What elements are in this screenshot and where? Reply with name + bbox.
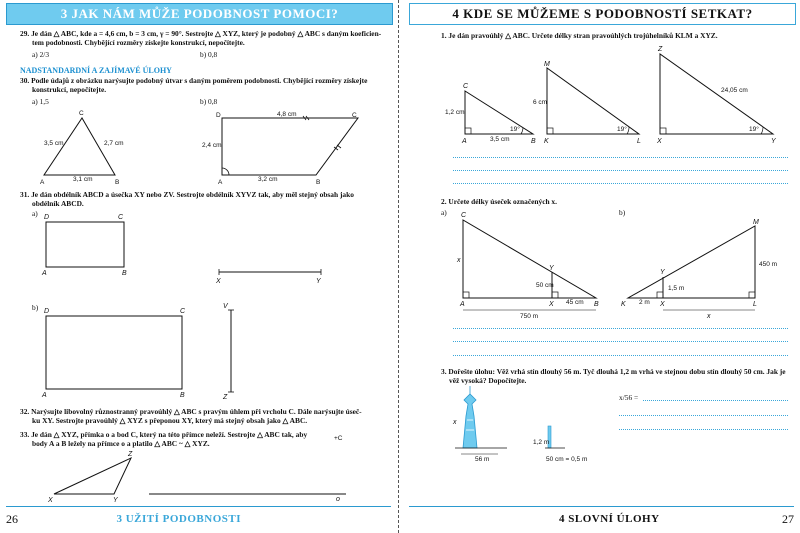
answer-line [453, 355, 788, 356]
q29-text-line1: 29. Je dán △ ABC, kde a = 4,6 cm, b = 3 cm, γ = 90°. Sestrojte △ XYZ, který je podobný △ ABC s daným koeficien- [20, 29, 382, 38]
svg-text:Y: Y [549, 265, 554, 272]
left-page [0, 0, 397, 533]
right-footer-rule [409, 506, 794, 507]
q30-tri-label-A: A [40, 179, 45, 186]
svg-text:C: C [461, 212, 467, 219]
q30-option-a: a) 1,5 [32, 97, 49, 106]
q30-trap-label-B: B [316, 179, 321, 186]
svg-text:19°: 19° [749, 126, 759, 133]
q30-trap-bottom: 3,2 cm [258, 176, 278, 183]
tower-icon [463, 386, 477, 448]
q30-text-line1: 30. Podle údajů z obrázku narýsujte podobný útvar s daným poměrem podobnosti. Chybějící rozměry získejte [20, 76, 368, 85]
svg-text:19°: 19° [510, 126, 520, 133]
svg-text:X: X [48, 497, 53, 504]
svg-text:M: M [544, 61, 550, 68]
svg-text:X: X [216, 278, 221, 285]
q30-tri-label-C: C [79, 110, 84, 117]
svg-text:x: x [707, 313, 711, 320]
answer-line [453, 183, 788, 184]
left-figures [0, 0, 397, 533]
q30-trap-top: 4,8 cm [277, 111, 297, 118]
q3-text-line2: věž vysoká? Dopočítejte. [449, 376, 527, 385]
q32-text-line2: ku XY. Sestrojte pravoúhlý △ XYZ s přeponou XY, který má stejný obsah jako △ ABC. [32, 416, 308, 425]
svg-text:o: o [336, 496, 340, 503]
svg-text:56 m: 56 m [475, 456, 490, 463]
svg-text:1,2 cm: 1,2 cm [445, 109, 465, 116]
svg-text:Z: Z [128, 451, 133, 458]
svg-text:1,5 m: 1,5 m [668, 285, 685, 292]
q2-option-a: a) [441, 208, 447, 217]
svg-text:x: x [453, 419, 457, 426]
q33-triangle [54, 458, 131, 494]
answer-line [643, 400, 788, 401]
q3-text-line1: 3. Dořešte úlohu: Věž vrhá stín dlouhý 56 m. Tyč dlouhá 1,2 m vrhá ve stejnou dobu stín dlouhý 50 cm. Jak je [441, 367, 786, 376]
svg-text:x: x [457, 257, 461, 264]
left-footer-rule [6, 506, 391, 507]
svg-text:3,5 cm: 3,5 cm [490, 136, 510, 143]
svg-text:K: K [621, 301, 626, 308]
q29-option-b: b) 0,8 [200, 50, 218, 59]
q30-text-line2: konstrukcí, nepočítejte. [32, 85, 107, 94]
q30-trapezoid [222, 118, 358, 175]
svg-text:L: L [637, 138, 641, 145]
q30-tri-side-c: 3,1 cm [73, 176, 93, 183]
q30-tri-side-a: 2,7 cm [104, 140, 124, 147]
svg-text:6 cm: 6 cm [533, 99, 548, 106]
right-page-number: 27 [782, 511, 794, 526]
q30-trap-left: 2,4 cm [202, 142, 222, 149]
right-page-header: 4 KDE SE MŮŽEME S PODOBNOSTÍ SETKAT? [409, 3, 796, 25]
svg-text:C: C [118, 214, 124, 221]
svg-text:Y: Y [771, 138, 776, 145]
answer-line [453, 170, 788, 171]
answer-line [453, 328, 788, 329]
q31-option-b: b) [32, 303, 39, 312]
svg-text:Y: Y [660, 269, 665, 276]
svg-text:C: C [180, 308, 186, 315]
svg-text:D: D [44, 308, 50, 315]
svg-text:A: A [462, 138, 467, 145]
left-footer [6, 509, 391, 529]
svg-text:M: M [753, 219, 759, 226]
q33-text-line1: 33. Je dán △ XYZ, přímka o a bod C, který na této přímce neleží. Sestrojte △ ABC tak, aby [20, 430, 308, 439]
right-figures [403, 0, 800, 533]
svg-text:B: B [180, 392, 185, 399]
answer-line [453, 157, 788, 158]
q31-option-a: a) [32, 209, 38, 218]
svg-text:A: A [42, 270, 47, 277]
q1-text: 1. Je dán pravoúhlý △ ABC. Určete délky stran pravoúhlých trojúhelníků KLM a XYZ. [441, 31, 718, 40]
svg-text:V: V [223, 303, 228, 310]
q30-trap-label-C: C [352, 112, 357, 119]
answer-line [619, 429, 788, 430]
q30-trap-label-A: A [218, 179, 223, 186]
left-footer-title: 3 UŽITÍ PODOBNOSTI [116, 513, 241, 525]
q33-text-line2: body A a B ležely na přímce o a platilo △ ABC ~ △ XYZ. [32, 439, 210, 448]
q31-text-line2: obdélník ABCD. [32, 199, 84, 208]
svg-text:C: C [463, 83, 469, 90]
answer-line [453, 341, 788, 342]
svg-text:L: L [753, 301, 757, 308]
svg-text:50 cm = 0,5 m: 50 cm = 0,5 m [546, 456, 588, 463]
svg-text:X: X [660, 301, 665, 308]
svg-text:A: A [460, 301, 465, 308]
svg-text:Z: Z [223, 394, 228, 401]
q33-point-C: +C [334, 435, 343, 442]
svg-text:B: B [594, 301, 599, 308]
answer-line [619, 415, 788, 416]
q29-option-a: a) 2/3 [32, 50, 50, 59]
svg-text:K: K [544, 138, 549, 145]
right-footer [409, 509, 794, 529]
svg-text:19°: 19° [617, 126, 627, 133]
q3-fraction: x/56 = [619, 393, 639, 402]
svg-text:45 cm: 45 cm [566, 299, 584, 306]
left-page-number: 26 [6, 511, 18, 526]
left-page-header: 3 JAK NÁM MŮŽE PODOBNOST POMOCI? [6, 3, 393, 25]
svg-text:1,2 m: 1,2 m [533, 439, 550, 446]
q30-option-b: b) 0,8 [200, 97, 218, 106]
svg-text:750 m: 750 m [520, 313, 539, 320]
svg-text:D: D [44, 214, 50, 221]
q30-tri-side-b: 3,5 cm [44, 140, 64, 147]
svg-text:450 m: 450 m [759, 261, 778, 268]
svg-text:X: X [657, 138, 662, 145]
svg-text:Y: Y [316, 278, 321, 285]
svg-text:2 m: 2 m [639, 299, 650, 306]
right-footer-title: 4 SLOVNÍ ÚLOHY [559, 513, 660, 525]
q31-text-line1: 31. Je dán obdélník ABCD a úsečka XY nebo ZV. Sestrojte obdélník XYVZ tak, aby měl stejný obsah jako [20, 190, 354, 199]
svg-text:B: B [122, 270, 127, 277]
q30-tri-label-B: B [115, 179, 120, 186]
svg-text:X: X [549, 301, 554, 308]
svg-text:Z: Z [658, 46, 663, 53]
q30-trap-label-D: D [216, 112, 221, 119]
right-page [403, 0, 800, 533]
q2-text: 2. Určete délky úseček označených x. [441, 197, 557, 206]
section-heading: NADSTANDARDNÍ A ZAJÍMAVÉ ÚLOHY [20, 66, 172, 75]
q29-text-line2: tem podobnosti. Chybějící rozměry získejte konstrukcí, nepočítejte. [32, 38, 245, 47]
svg-text:24,05 cm: 24,05 cm [721, 87, 748, 94]
svg-text:B: B [531, 138, 536, 145]
svg-text:A: A [42, 392, 47, 399]
q31a-rectangle [46, 222, 124, 267]
q2-option-b: b) [619, 208, 626, 217]
q32-text-line1: 32. Narýsujte libovolný různostranný pravoúhlý △ ABC s pravým úhlem při vrcholu C. Dále narýsujte úseč- [20, 407, 362, 416]
q31b-rectangle [46, 316, 182, 389]
svg-text:Y: Y [113, 497, 118, 504]
svg-text:50 cm: 50 cm [536, 282, 554, 289]
